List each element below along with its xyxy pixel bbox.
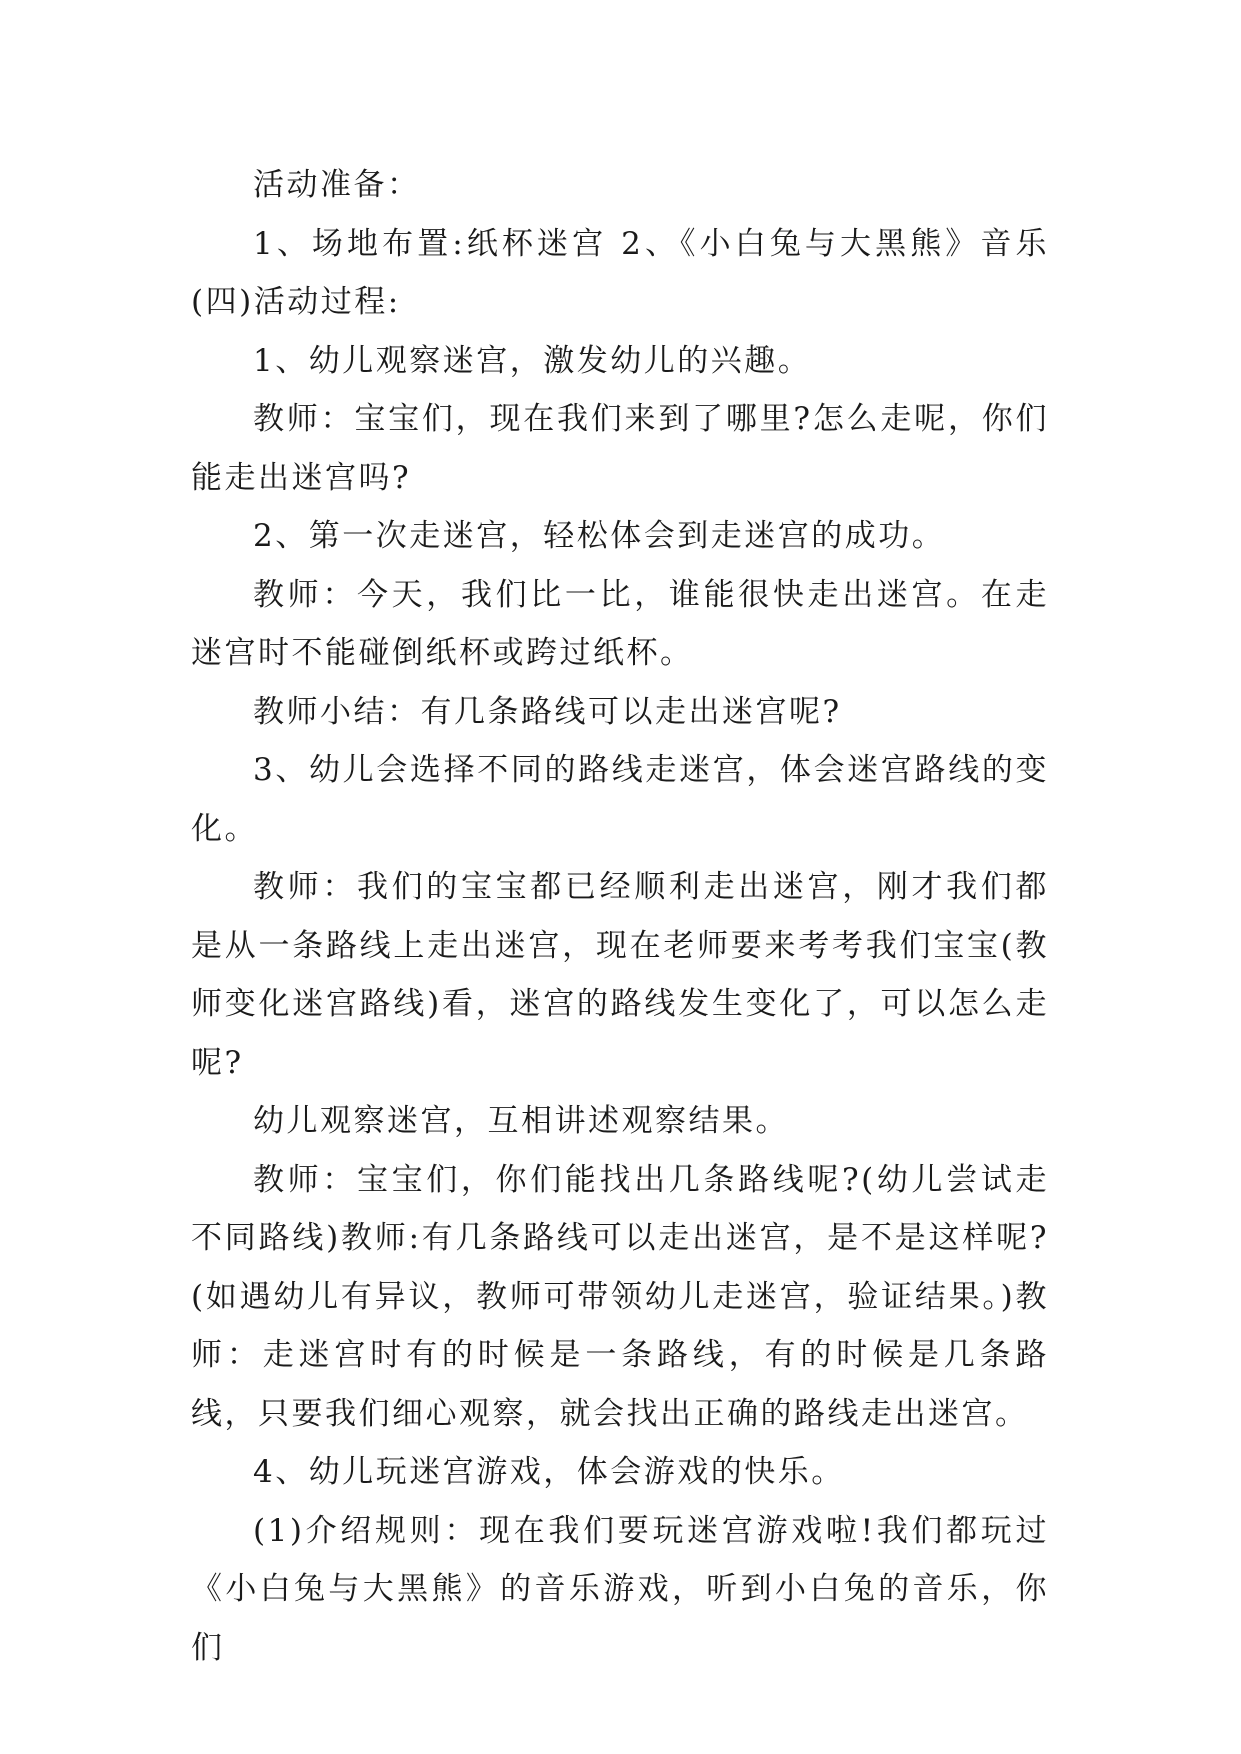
paragraph-teacher-summary: 教师小结：有几条路线可以走出迷宫呢?	[253, 693, 842, 730]
paragraph-step-3: 3、幼儿会选择不同的路线走迷宫，体会迷宫路线的变化。	[191, 752, 1049, 847]
paragraph-rules-intro: (1)介绍规则：现在我们要玩迷宫游戏啦!我们都玩过《小白兔与大黑熊》的音乐游戏，听到小白兔的音乐，你们	[191, 1512, 1049, 1666]
paragraph-activity-preparation: 活动准备：	[253, 167, 421, 203]
paragraph-teacher-routes: 教师：宝宝们，你们能找出几条路线呢?(幼儿尝试走不同路线)教师:有几条路线可以走出迷宫，是不是这样呢?(如遇幼儿有异议，教师可带领幼儿走迷宫，验证结果。)教师：走迷宫时有的时候是一条路线，有的时候是几条路线，只要我们细心观察，就会找出正确的路线走出迷宫。	[191, 1161, 1049, 1432]
paragraph-teacher-change-route: 教师：我们的宝宝都已经顺利走出迷宫，刚才我们都是从一条路线上走出迷宫，现在老师要来考考我们宝宝(教师变化迷宫路线)看，迷宫的路线发生变化了，可以怎么走呢?	[191, 869, 1049, 1081]
paragraph-step-4: 4、幼儿玩迷宫游戏，体会游戏的快乐。	[253, 1454, 845, 1490]
paragraph-children-observe: 幼儿观察迷宫，互相讲述观察结果。	[253, 1103, 789, 1139]
paragraph-step-1: 1、幼儿观察迷宫，激发幼儿的兴趣。	[253, 342, 812, 379]
paragraph-teacher-instruction: 教师：今天，我们比一比，谁能很快走出迷宫。在走迷宫时不能碰倒纸杯或跨过纸杯。	[191, 576, 1049, 671]
paragraph-teacher-question-1: 教师：宝宝们，现在我们来到了哪里?怎么走呢，你们能走出迷宫吗?	[191, 401, 1049, 496]
paragraph-venue-setup: 1、场地布置:纸杯迷宫 2、《小白兔与大黑熊》音乐(四)活动过程:	[191, 225, 1049, 320]
document-body	[191, 156, 1049, 1677]
paragraph-step-2: 2、第一次走迷宫，轻松体会到走迷宫的成功。	[253, 518, 946, 554]
